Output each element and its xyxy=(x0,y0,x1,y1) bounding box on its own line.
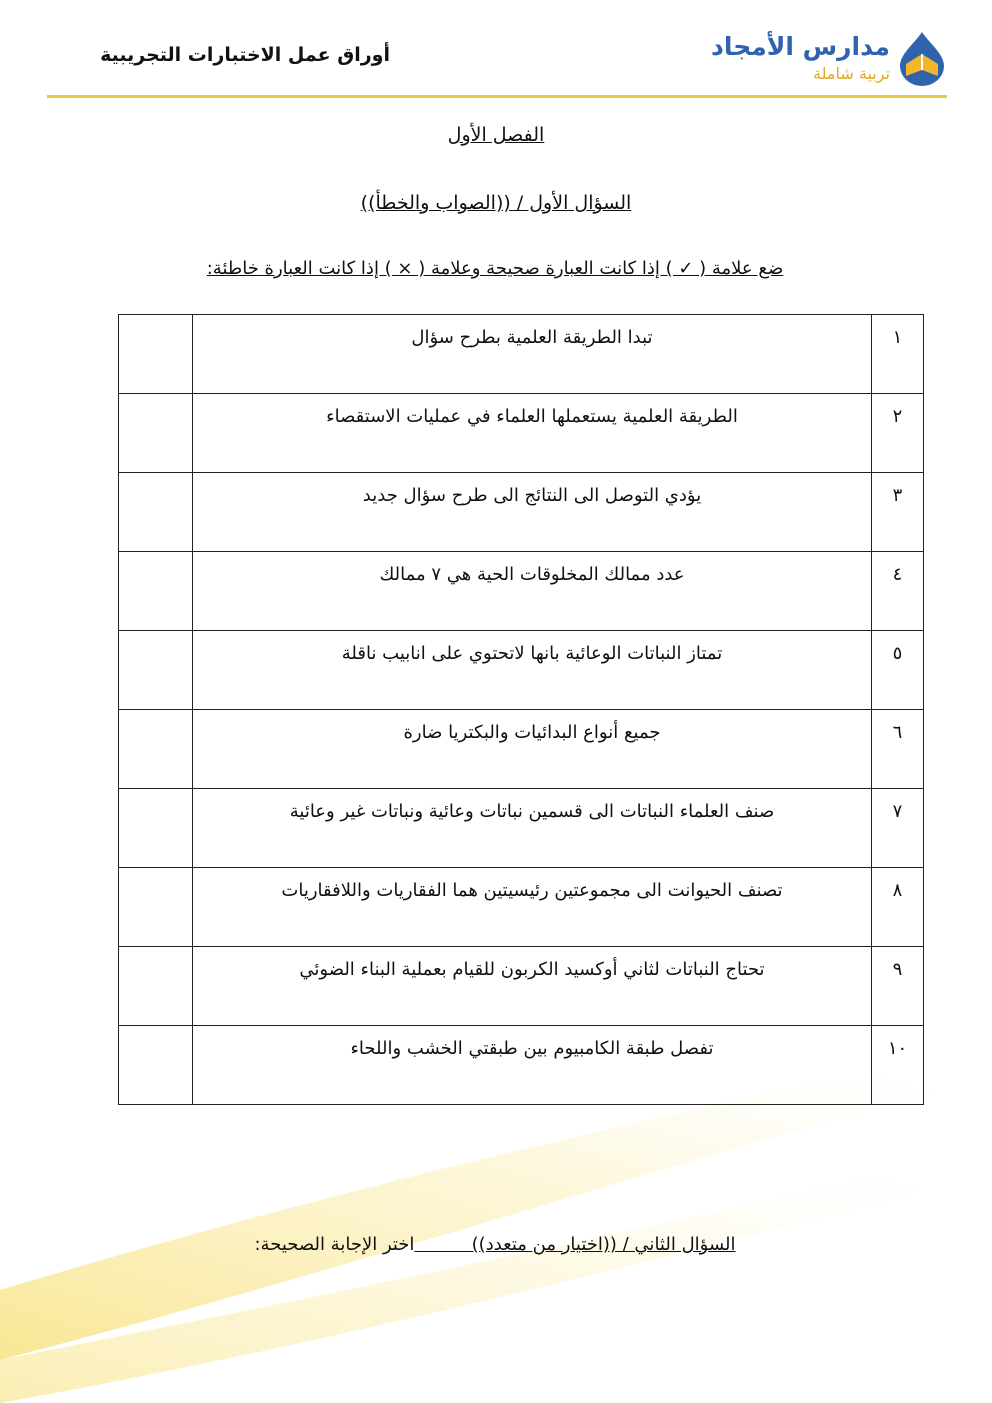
row-statement: تفصل طبقة الكامبيوم بين طبقتي الخشب واللحاء xyxy=(193,1026,872,1105)
header-divider xyxy=(47,95,947,98)
row-statement: الطريقة العلمية يستعملها العلماء في عمليات الاستقصاء xyxy=(193,394,872,473)
row-number: ٢ xyxy=(872,394,924,473)
row-number: ٩ xyxy=(872,947,924,1026)
question1-title: السؤال الأول / ((الصواب والخطأ)) xyxy=(360,192,632,214)
row-number: ٨ xyxy=(872,868,924,947)
answer-cell[interactable] xyxy=(119,315,193,394)
question2-heading xyxy=(210,1234,780,1255)
answer-cell[interactable] xyxy=(119,789,193,868)
table-row xyxy=(119,710,924,789)
question2-title: السؤال الثاني / ((اختيار من متعدد)) xyxy=(471,1234,736,1255)
answer-cell[interactable] xyxy=(119,552,193,631)
logo-drop-icon xyxy=(896,30,948,86)
answer-cell[interactable] xyxy=(119,1026,193,1105)
answer-cell[interactable] xyxy=(119,868,193,947)
answer-cell[interactable] xyxy=(119,710,193,789)
decorative-swoosh xyxy=(0,1060,992,1403)
table-row xyxy=(119,394,924,473)
table-row xyxy=(119,473,924,552)
question2-instruction: اختر الإجابة الصحيحة: xyxy=(254,1234,415,1255)
table-row xyxy=(119,631,924,710)
row-number: ٥ xyxy=(872,631,924,710)
row-statement: تمتاز النباتات الوعائية بانها لاتحتوي على انابيب ناقلة xyxy=(193,631,872,710)
row-statement: عدد ممالك المخلوقات الحية هي ٧ ممالك xyxy=(193,552,872,631)
header-title: أوراق عمل الاختبارات التجريبية xyxy=(100,44,390,66)
row-statement: يؤدي التوصل الى النتائج الى طرح سؤال جديد xyxy=(193,473,872,552)
answer-cell[interactable] xyxy=(119,947,193,1026)
row-number: ١٠ xyxy=(872,1026,924,1105)
row-number: ٦ xyxy=(872,710,924,789)
true-false-table xyxy=(118,314,924,1105)
row-statement: جميع أنواع البدائيات والبكتريا ضارة xyxy=(193,710,872,789)
table-row xyxy=(119,868,924,947)
logo-name: مدارس الأمجاد xyxy=(711,32,890,61)
table-row xyxy=(119,1026,924,1105)
answer-cell[interactable] xyxy=(119,394,193,473)
row-statement: تبدا الطريقة العلمية بطرح سؤال xyxy=(193,315,872,394)
row-statement: تحتاج النباتات لثاني أوكسيد الكربون للقيام بعملية البناء الضوئي xyxy=(193,947,872,1026)
question2-blank xyxy=(414,1234,471,1255)
row-number: ٧ xyxy=(872,789,924,868)
table-row xyxy=(119,789,924,868)
row-statement: صنف العلماء النباتات الى قسمين نباتات وعائية ونباتات غير وعائية xyxy=(193,789,872,868)
question1-instruction: ضع علامة ( ✓ ) إذا كانت العبارة صحيحة وعلامة ( × ) إذا كانت العبارة خاطئة: xyxy=(206,258,784,279)
row-number: ٣ xyxy=(872,473,924,552)
table-row xyxy=(119,552,924,631)
row-number: ٤ xyxy=(872,552,924,631)
table-row xyxy=(119,315,924,394)
row-number: ١ xyxy=(872,315,924,394)
row-statement: تصنف الحيوانت الى مجموعتين رئيسيتين هما الفقاريات واللافقاريات xyxy=(193,868,872,947)
answer-cell[interactable] xyxy=(119,473,193,552)
section-title: الفصل الأول xyxy=(447,124,545,146)
school-logo xyxy=(711,30,948,90)
table-row xyxy=(119,947,924,1026)
logo-tagline: تربية شاملة xyxy=(813,64,890,83)
answer-cell[interactable] xyxy=(119,631,193,710)
